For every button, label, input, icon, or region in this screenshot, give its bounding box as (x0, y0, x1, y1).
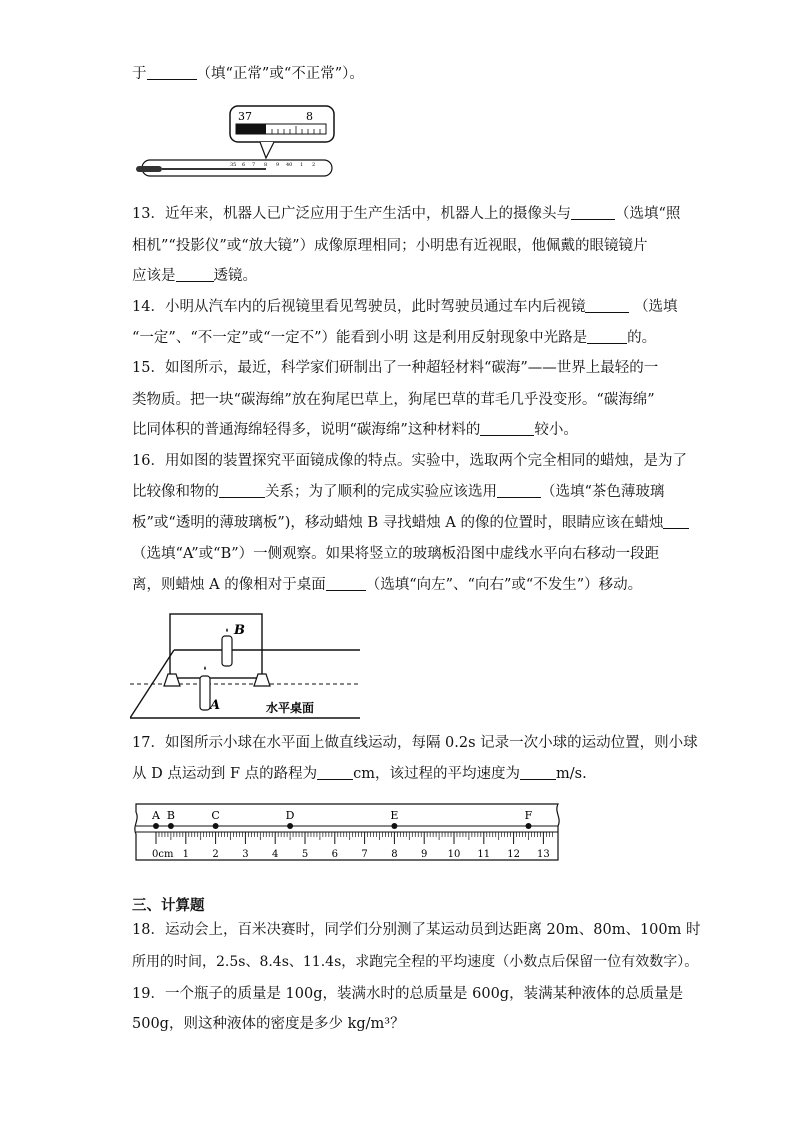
answer-blank (176, 267, 214, 282)
ruler-number: 6 (331, 849, 338, 860)
q14-text: “一定”、“不一定”或“一定不”）能看到小明 这是利用反射现象中光路是 (132, 330, 588, 346)
q18-line-2: 所用的时间，2.5s、8.4s、11.4s，求跑完全程的平均速度（小数点后保留一位有效数字）。 (132, 954, 699, 970)
q16-line-3 (132, 513, 689, 533)
ball-label: F (524, 809, 533, 822)
ruler-number: 3 (242, 849, 249, 860)
answer-blank (497, 483, 541, 498)
flame-b (226, 628, 228, 632)
flame-a (204, 666, 206, 670)
ball-point (287, 823, 293, 829)
q13-line-1 (132, 204, 680, 224)
scale-num: 7 (252, 162, 256, 168)
answer-blank (219, 483, 265, 498)
ball-label: D (285, 809, 295, 822)
ruler-number: 4 (272, 849, 279, 860)
q13-text: 13．近年来，机器人已广泛应用于生产生活中，机器人上的摄像头与 (132, 206, 571, 222)
thermometer-bulb (136, 166, 162, 172)
table-label: 水平桌面 (266, 701, 315, 715)
answer-blank (326, 576, 366, 591)
q17-text: cm，该过程的平均速度为 (353, 766, 520, 782)
scale-num: 9 (276, 162, 280, 168)
zoom-label-right: 8 (306, 110, 313, 123)
q16-text: 板”或“透明的薄玻璃板”)，移动蜡烛 B 寻找蜡烛 A 的像的位置时，眼睛应该在蜡烛 (132, 515, 664, 531)
answer-blank (571, 205, 615, 220)
ruler-number: 9 (421, 849, 428, 860)
mercury-zoom (236, 124, 266, 134)
q19-line-2: 500g，则这种液体的密度是多少 kg/m³？ (132, 1016, 405, 1032)
q15-text: 比同体积的普通海绵轻得多，说明“碳海绵”这种材料的 (132, 422, 481, 438)
glass-plate (170, 614, 262, 678)
q16-line-5 (132, 575, 642, 595)
q13-line-3 (132, 266, 257, 286)
ball-point (391, 823, 397, 829)
ball-label: B (166, 809, 175, 822)
thermometer-figure (134, 100, 344, 188)
callout-pointer (260, 142, 274, 158)
q13-line-2: 相机”“投影仪”或“放大镜”）成像原理相同；小明患有近视眼，他佩戴的眼镜镜片 (132, 238, 648, 254)
scale-num: 40 (286, 162, 293, 168)
mirror-experiment-figure (130, 608, 360, 722)
answer-blank (147, 65, 197, 80)
answer-blank (585, 298, 629, 313)
candle-a (200, 676, 210, 710)
ruler-number: 8 (391, 849, 398, 860)
right-stand (254, 674, 270, 686)
candle-b (222, 636, 232, 666)
q13-text: 透镜。 (213, 268, 257, 284)
ruler-number: 12 (507, 849, 520, 860)
q15-line-2: 类物质。把一块“碳海绵”放在狗尾巴草上，狗尾巴草的茸毛几乎没变形。“碳海绵” (132, 392, 655, 408)
ball-point (526, 823, 532, 829)
label-a: A (210, 698, 221, 713)
ruler-number: 7 (361, 849, 368, 860)
q12-suffix: （填“正常”或“不正常”）。 (196, 66, 364, 82)
q12-tail-line (132, 64, 364, 84)
q12-prefix: 于 (132, 66, 147, 82)
ruler-number: 2 (212, 849, 219, 860)
ruler-unit-label: 0cm (152, 849, 174, 860)
q17-text: 从 D 点运动到 F 点的路程为 (132, 766, 318, 782)
ball-label: A (152, 809, 160, 822)
zoom-label-left: 37 (238, 110, 252, 123)
q14-line-1 (132, 297, 678, 317)
q14-text: （选填 (634, 299, 678, 315)
q17-text: m/s. (556, 766, 587, 782)
q15-text: 较小。 (534, 422, 578, 438)
ruler-number: 11 (477, 849, 491, 860)
q19-line-1: 19．一个瓶子的质量是 100g，装满水时的总质量是 600g，装满某种液体的总质量是 (132, 986, 684, 1002)
q16-text: 关系；为了顺利的完成实验应该选用 (265, 484, 497, 500)
answer-blank (663, 514, 689, 529)
scale-num: 6 (242, 162, 246, 168)
ruler-number: 5 (301, 849, 309, 860)
q16-line-4: （选填“A”或“B”）一侧观察。如果将竖立的玻璃板沿图中虚线水平向右移动一段距 (132, 546, 660, 562)
ball-point (168, 823, 174, 829)
scale-num: 8 (264, 162, 268, 168)
ruler-number: 10 (447, 849, 461, 860)
ball-point (153, 823, 159, 829)
q16-line-2 (132, 482, 664, 502)
scale-num: 1 (300, 162, 304, 168)
q16-text: 离，则蜡烛 A 的像相对于桌面 (132, 577, 326, 593)
ruler-number: 1 (182, 849, 189, 860)
ruler-figure (130, 800, 562, 864)
label-b: B (234, 623, 245, 638)
q17-line-1: 17．如图所示小球在水平面上做直线运动，每隔 0.2s 记录一次小球的运动位置，则小球 (132, 735, 698, 751)
q14-text: 的。 (627, 330, 657, 346)
scale-num: 2 (312, 162, 316, 168)
q16-text: （选填“向左”、“向右”或“不发生”）移动。 (365, 577, 643, 593)
q16-line-1: 16．用如图的装置探究平面镜成像的特点。实验中，选取两个完全相同的蜡烛，是为了 (132, 453, 687, 469)
answer-blank (587, 329, 627, 344)
answer-blank (480, 421, 534, 436)
ball-label: E (390, 809, 399, 822)
q16-text: 比较像和物的 (132, 484, 219, 500)
q17-line-2 (132, 764, 587, 784)
q16-text: （选填“茶色薄玻璃 (541, 484, 665, 500)
ball-label: C (211, 809, 220, 822)
answer-blank (317, 765, 353, 780)
section-title: 三、计算题 (132, 898, 205, 914)
q13-text: （选填“照 (614, 206, 681, 222)
ruler-number: 13 (537, 849, 550, 860)
q13-text: 应该是 (132, 268, 176, 284)
scale-num: 35 (230, 162, 237, 168)
q15-line-1: 15．如图所示，最近，科学家们研制出了一种超轻材料“碳海”——世界上最轻的一 (132, 360, 659, 376)
left-stand (164, 674, 180, 686)
answer-blank (520, 765, 556, 780)
q15-line-3 (132, 420, 578, 440)
q14-line-2 (132, 328, 656, 348)
q18-line-1: 18．运动会上，百米决赛时，同学们分别测了某运动员到达距离 20m、80m、100m 时 (132, 922, 701, 938)
q14-text: 14．小明从汽车内的后视镜里看见驾驶员，此时驾驶员通过车内后视镜 (132, 299, 586, 315)
ball-point (213, 823, 219, 829)
